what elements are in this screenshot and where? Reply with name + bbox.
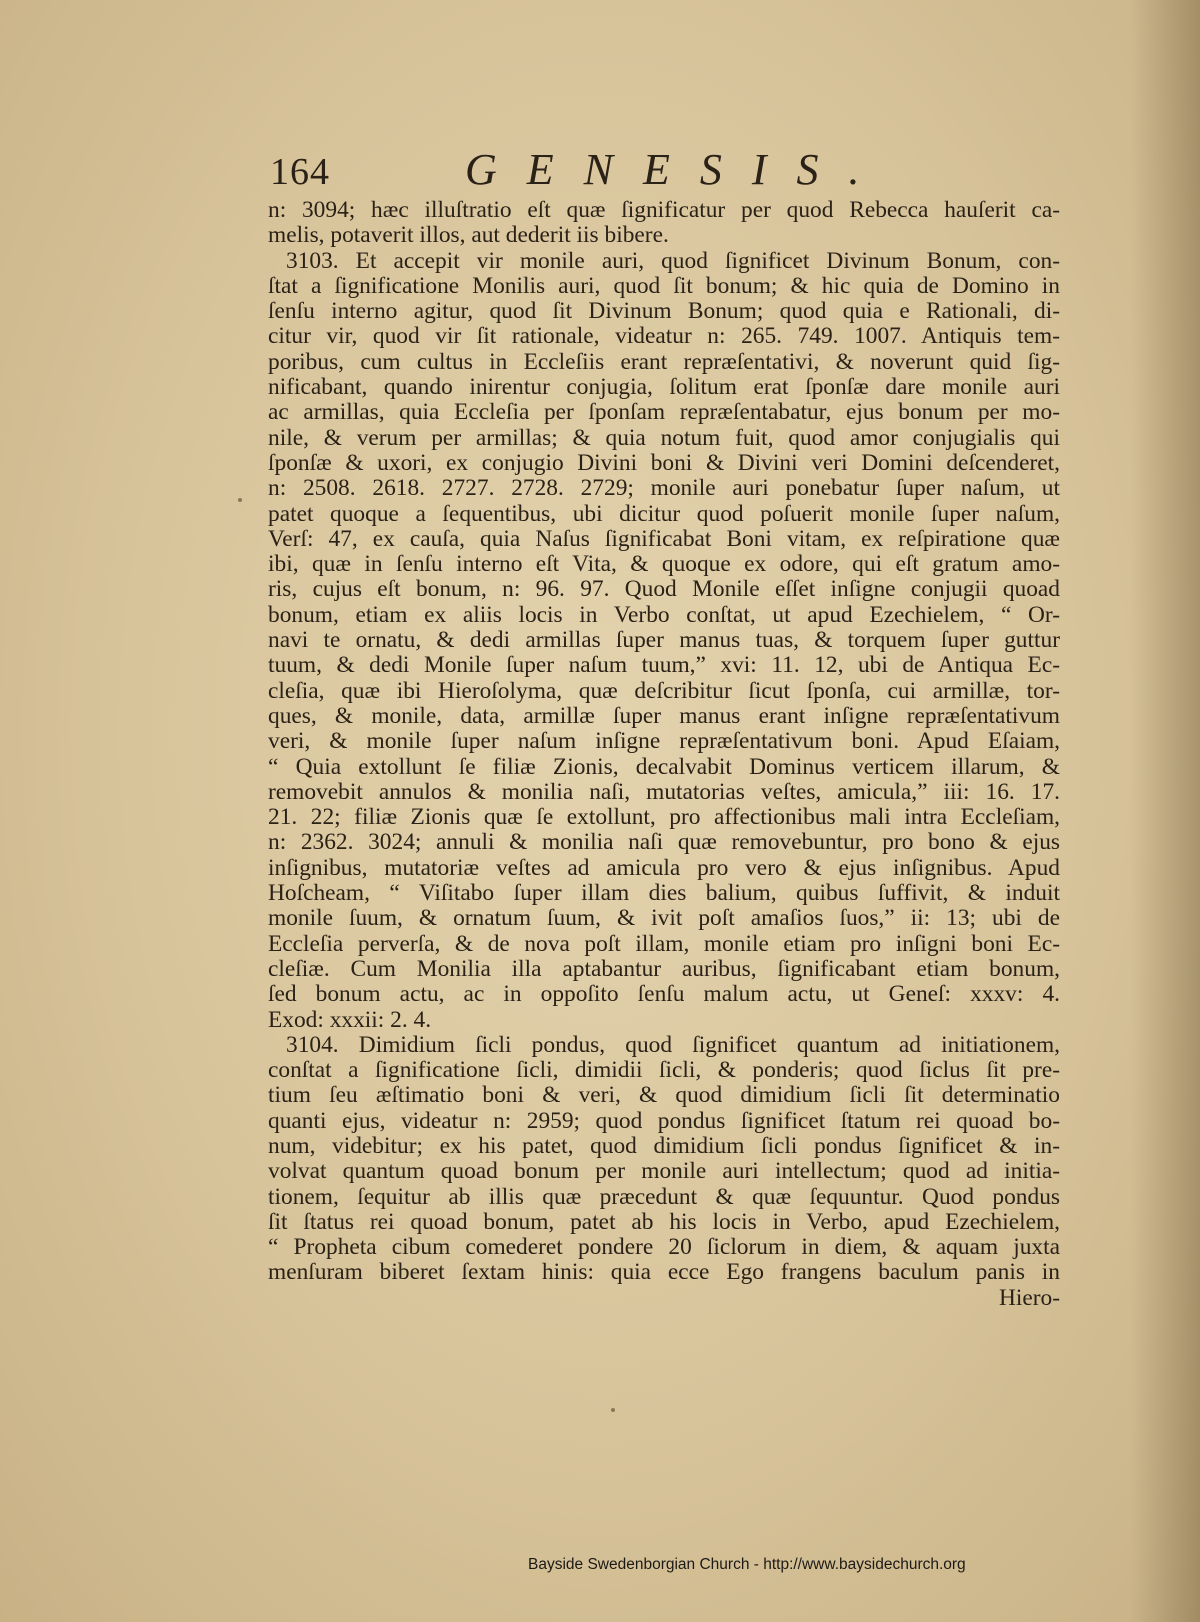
text-line: 21. 22; filiæ Zionis quæ ſe extollunt, pro affectionibus mali intra Eccleſiam, [268,805,1060,831]
text-line: ac armillas, quia Eccleſia per ſponſam repræſentabatur, ejus bonum per mo- [268,400,1060,426]
text-line: Exod: xxxii: 2. 4. [268,1007,432,1033]
text-line: poribus, cum cultus in Eccleſiis erant repræſentativi, & noverunt quid ſig- [268,349,1060,375]
source-credit: Bayside Swedenborgian Church - http://www.baysidechurch.org [528,1556,966,1573]
text-line: volvat quantum quoad bonum per monile auri intellectum; quod ad initia- [268,1159,1060,1185]
text-line: tuum, & dedi Monile ſuper naſum tuum,” xvi: 11. 12, ubi de Antiqua Ec- [268,653,1060,679]
text-line: melis, potaverit illos, aut dederit iis bibere. [268,223,669,249]
text-line: ſed bonum actu, ac in oppoſito ſenſu malum actu, ut Geneſ: xxxv: 4. [268,982,1060,1008]
text-line: n: 2362. 3024; annuli & monilia naſi quæ removebuntur, pro bono & ejus [268,830,1060,856]
text-line: cleſiæ. Cum Monilia illa aptabantur auribus, ſignificabant etiam bonum, [268,956,1060,982]
text-line: ſit ſtatus rei quoad bonum, patet ab his locis in Verbo, apud Ezechielem, [268,1209,1060,1235]
text-line: nificabant, quando inirentur conjugia, ſolitum erat ſponſæ dare monile auri [268,375,1060,401]
body-text [268,198,1060,1311]
page-header [270,142,890,202]
running-title: GENESIS. [465,145,890,194]
text-line: ques, & monile, data, armillæ ſuper manus erant inſigne repræſentativum [268,703,1060,729]
text-line: Eccleſia perverſa, & de nova poſt illam, monile etiam pro inſigni boni Ec- [268,931,1060,957]
text-line: bonum, etiam ex aliis locis in Verbo conſtat, ut apud Ezechielem, “ Or- [268,602,1060,628]
text-line: Verſ: 47, ex cauſa, quia Naſus ſignificabat Boni vitam, ex reſpiratione quæ [268,526,1060,552]
text-line: cleſia, quæ ibi Hieroſolyma, quæ deſcribitur ſicut ſponſa, cui armillæ, tor- [268,678,1060,704]
text-line: “ Quia extollunt ſe filiæ Zionis, decalvabit Dominus verticem illarum, & [268,754,1060,780]
text-line: ſenſu interno agitur, quod ſit Divinum Bonum; quod quia e Rationali, di- [268,299,1060,325]
page-edge-shadow [1130,0,1200,1622]
paper-speck [238,498,242,502]
text-line: navi te ornatu, & dedi armillas ſuper manus tuas, & torquem ſuper guttur [268,628,1060,654]
text-line: citur vir, quod vir ſit rationale, videatur n: 265. 749. 1007. Antiquis tem- [268,324,1060,350]
text-line: ſponſæ & uxori, ex conjugio Divini boni & Divini veri Domini deſcenderet, [268,450,1060,476]
text-line: removebit annulos & monilia naſi, mutatorias veſtes, amicula,” iii: 16. 17. [268,779,1060,805]
text-line: ſtat a ſignificatione Monilis auri, quod ſit bonum; & hic quia de Domino in [268,273,1060,299]
text-line: monile ſuum, & ornatum ſuum, & ivit poſt amaſios ſuos,” ii: 13; ubi de [268,906,1060,932]
text-line: patet quoque a ſequentibus, ubi dicitur quod poſuerit monile ſuper naſum, [268,501,1060,527]
text-line: inſignibus, mutatoriæ veſtes ad amicula pro vero & ejus inſignibus. Apud [268,855,1060,881]
paper-speck [611,1408,615,1412]
page-number: 164 [270,151,330,193]
text-line: ris, cujus eſt bonum, n: 96. 97. Quod Monile eſſet inſigne conjugii quoad [268,577,1060,603]
catchword: Hiero- [998,1285,1060,1311]
text-line: Hoſcheam, “ Viſitabo ſuper illam dies balium, quibus ſuffivit, & induit [268,881,1060,907]
text-line: quanti ejus, videatur n: 2959; quod pondus ſignificet ſtatum rei quoad bo- [268,1108,1060,1134]
text-line: n: 3094; hæc illuſtratio eſt quæ ſignificatur per quod Rebecca hauſerit ca- [268,198,1060,223]
text-line: “ Propheta cibum comederet pondere 20 ſiclorum in diem, & aquam juxta [268,1235,1060,1261]
text-line: nile, & verum per armillas; & quia notum fuit, quod amor conjugialis qui [268,425,1060,451]
text-line: ibi, quæ in ſenſu interno eſt Vita, & quoque ex odore, qui eſt gratum amo- [268,552,1060,578]
text-line: menſuram biberet ſextam hinis: quia ecce Ego frangens baculum panis in [268,1260,1060,1286]
text-line: 3103. Et accepit vir monile auri, quod ſignificet Divinum Bonum, con- [286,248,1060,274]
text-line: veri, & monile ſuper naſum inſigne repræſentativum boni. Apud Eſaiam, [268,729,1060,755]
text-line: n: 2508. 2618. 2727. 2728. 2729; monile auri ponebatur ſuper naſum, ut [268,476,1060,502]
text-line: num, videbitur; ex his patet, quod dimidium ſicli pondus ſignificet & in- [268,1133,1060,1159]
text-line: tionem, ſequitur ab illis quæ præcedunt & quæ ſequuntur. Quod pondus [268,1184,1060,1210]
text-line: conſtat a ſignificatione ſicli, dimidii ſicli, & ponderis; quod ſiclus ſit pre- [268,1058,1060,1084]
text-line: 3104. Dimidium ſicli pondus, quod ſignificet quantum ad initiationem, [286,1032,1060,1058]
text-line: tium ſeu æſtimatio boni & veri, & quod dimidium ſicli ſit determinatio [268,1083,1060,1109]
